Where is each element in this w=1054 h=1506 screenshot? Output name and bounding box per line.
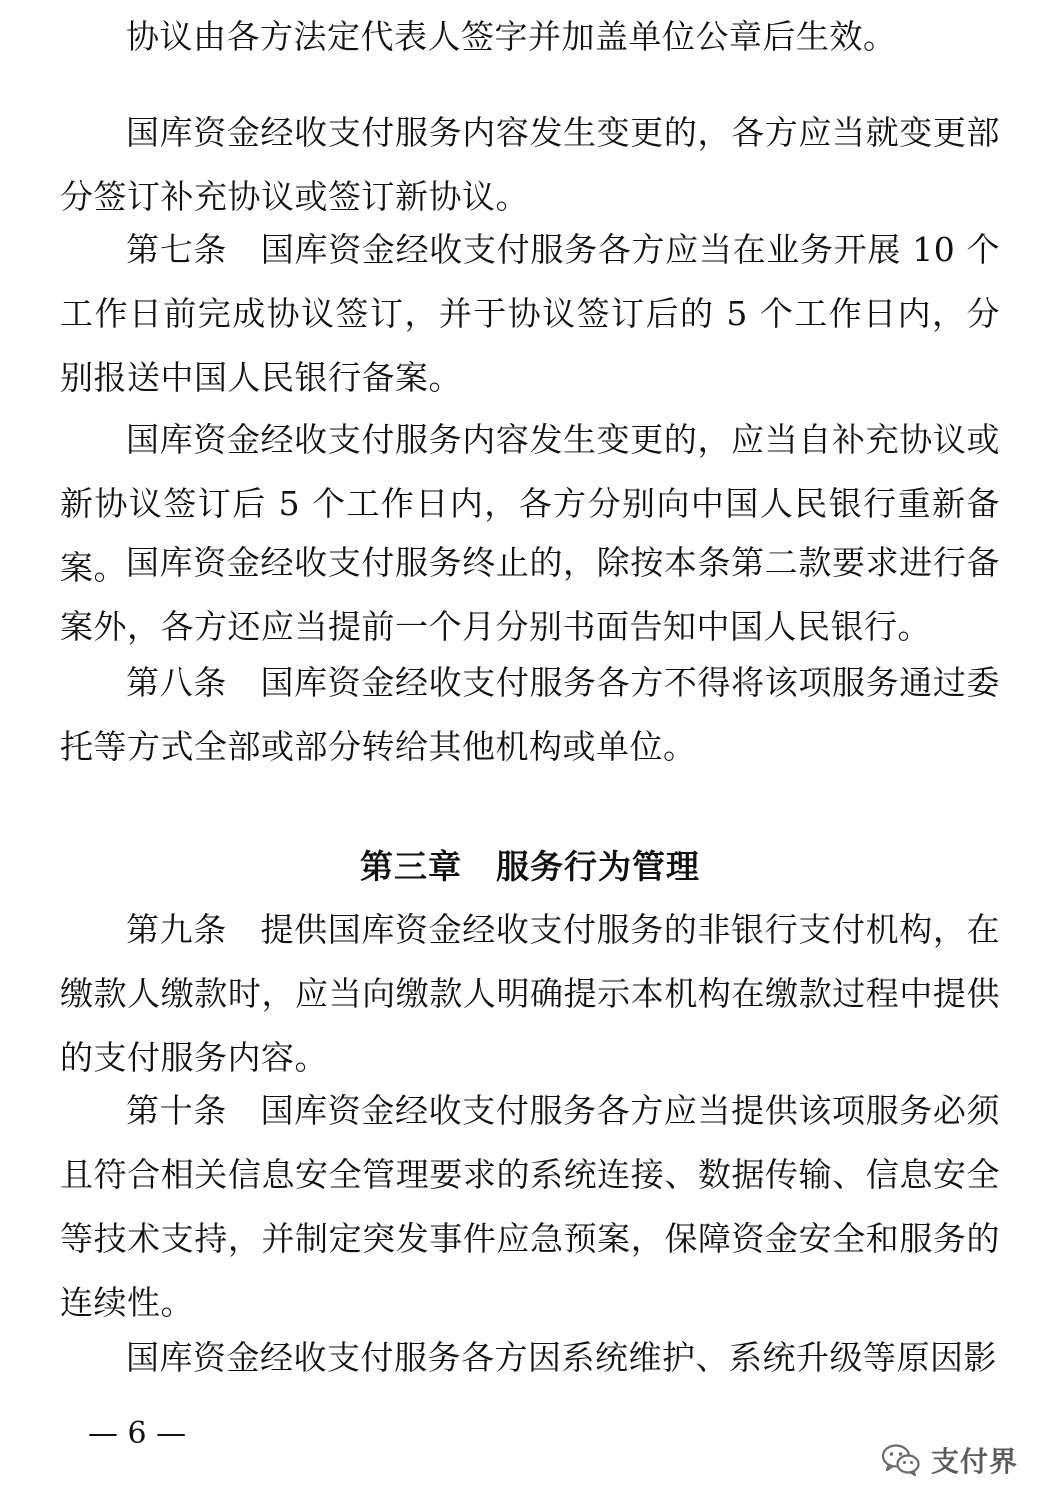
- chapter-heading: [60, 835, 1000, 899]
- article-7-paragraph: 第七条 国库资金经收支付服务各方应当在业务开展 10 个工作日前完成协议签订，并于协议签订后的 5 个工作日内，分别报送中国人民银行备案。: [60, 230, 1000, 397]
- paragraph-2: 国库资金经收支付服务内容发生变更的，各方应当就变更部分签订补充协议或签订新协议。: [60, 113, 1000, 216]
- article-9-paragraph: 第九条 提供国库资金经收支付服务的非银行支付机构，在缴款人缴款时，应当向缴款人明确提示本机构在缴款过程中提供的支付服务内容。: [60, 910, 1000, 1077]
- wechat-icon: [881, 1443, 921, 1477]
- watermark-text: 支付界: [930, 1445, 1018, 1478]
- paragraph-4: 国库资金经收支付服务内容发生变更的，应当自补充协议或新协议签订后 5 个工作日内，各方分别向中国人民银行重新备案。: [60, 420, 1000, 587]
- article-8-paragraph: 第八条 国库资金经收支付服务各方不得将该项服务通过委托等方式全部或部分转给其他机构或单位。: [60, 663, 1000, 766]
- watermark: [881, 1438, 1018, 1482]
- chapter-number: 第三章: [360, 847, 462, 886]
- paragraph-1: 协议由各方法定代表人签字并加盖单位公章后生效。: [126, 17, 897, 56]
- article-10-paragraph: 第十条 国库资金经收支付服务各方应当提供该项服务必须且符合相关信息安全管理要求的系统连接、数据传输、信息安全等技术支持，并制定突发事件应急预案，保障资金安全和服务的连续性。: [60, 1091, 1000, 1322]
- page-number: — 6 —: [88, 1416, 187, 1451]
- chapter-title: 服务行为管理: [496, 847, 700, 886]
- paragraph-last: 国库资金经收支付服务各方因系统维护、系统升级等原因影: [126, 1338, 997, 1377]
- paragraph-5: 国库资金经收支付服务终止的，除按本条第二款要求进行备案外，各方还应当提前一个月分别书面告知中国人民银行。: [60, 543, 1000, 646]
